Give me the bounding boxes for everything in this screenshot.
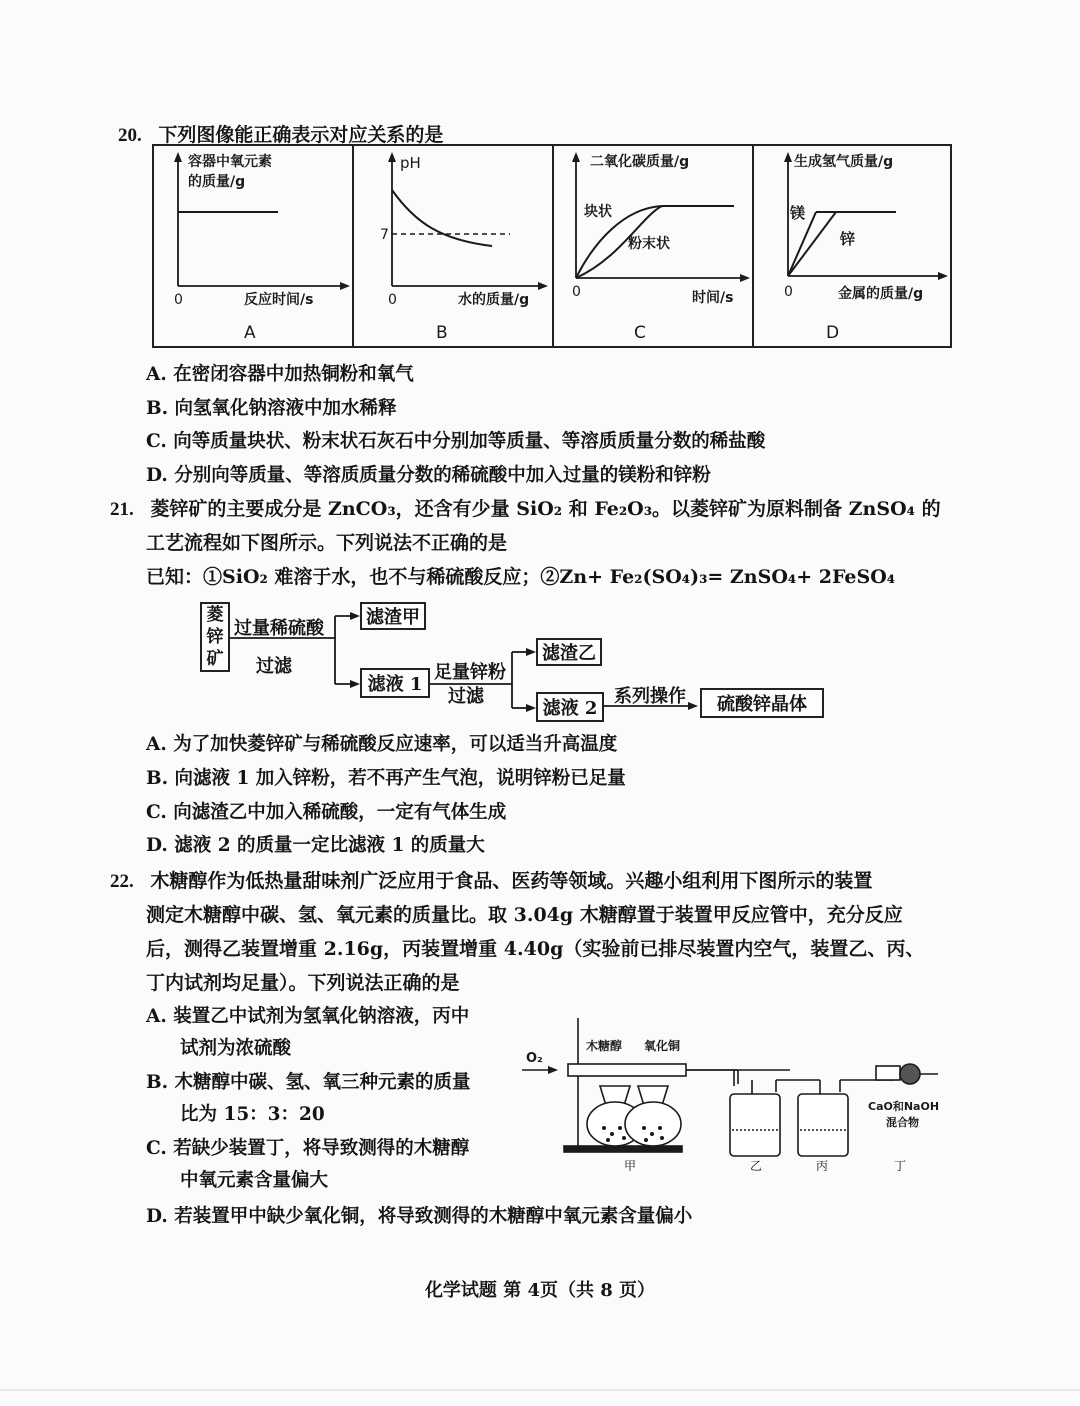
flow-product: 硫酸锌晶体 (700, 688, 824, 718)
q20-option-d[interactable]: D. 分别向等质量、等溶质质量分数的稀硫酸中加入过量的镁粉和锌粉 (146, 465, 711, 486)
q22-option-b-cont: 比为 15：3：20 (180, 1104, 325, 1125)
q22-option-d[interactable]: D. 若装置甲中缺少氧化铜，将导致测得的木糖醇中氧元素含量偏小 (146, 1206, 693, 1227)
graph-d-xlabel: 金属的质量/g (838, 286, 924, 302)
q22-option-a[interactable]: A. 装置乙中试剂为氢氧化钠溶液，丙中 (146, 1006, 470, 1027)
q22-line-4: 丁内试剂均足量）。下列说法正确的是 (146, 972, 460, 994)
q22-number: 22. (110, 871, 134, 892)
graph-b-ylabel: pH (400, 154, 421, 172)
graph-d-letter: D (826, 323, 840, 343)
graph-a-letter: A (244, 323, 256, 343)
flow-filtrate-1: 滤液 1 (360, 668, 430, 698)
bottom-divider (0, 1389, 1080, 1391)
graph-b-xlabel: 水的质量/g (458, 292, 530, 308)
q20-option-b[interactable]: B. 向氢氧化钠溶液中加水稀释 (146, 398, 397, 419)
flow-step1-filter: 过滤 (256, 656, 292, 677)
q21-known: 已知：①SiO₂ 难溶于水，也不与稀硫酸反应；②Zn+ Fe₂(SO₄)₃= ZnSO₄+ 2FeSO₄ (146, 566, 896, 588)
apparatus-mix-label-2: 混合物 (886, 1116, 919, 1129)
flow-step3: 系列操作 (614, 686, 686, 707)
flow-ore-char-3: 矿 (206, 649, 224, 669)
q22-option-b[interactable]: B. 木糖醇中碳、氢、氧三种元素的质量 (146, 1072, 471, 1093)
graph-b-tick-7: 7 (380, 227, 389, 243)
apparatus-o2-label: O₂ (526, 1051, 543, 1066)
q22-option-a-cont: 试剂为浓硫酸 (180, 1038, 292, 1059)
q20-option-a[interactable]: A. 在密闭容器中加热铜粉和氧气 (146, 364, 414, 385)
q21-line-2: 工艺流程如下图所示。下列说法不正确的是 (146, 532, 508, 554)
q20-option-c[interactable]: C. 向等质量块状、粉末状石灰石中分别加等质量、等溶质质量分数的稀盐酸 (146, 431, 766, 452)
q22-apparatus-diagram (520, 1008, 960, 1178)
flow-residue-jia: 滤渣甲 (360, 602, 426, 630)
flow-filtrate-2: 滤液 2 (536, 692, 604, 722)
graph-c-letter: C (634, 323, 646, 343)
graph-a-origin: 0 (174, 292, 183, 308)
flow-step2-reagent: 足量锌粉 (434, 662, 506, 683)
apparatus-label-jia: 甲 (624, 1159, 637, 1173)
flow-step2-filter: 过滤 (448, 686, 484, 707)
flow-ore-char-1: 菱 (206, 605, 224, 625)
q20-stem: 下列图像能正确表示对应关系的是 (158, 124, 444, 146)
q22-stem-line-1 (110, 866, 872, 893)
apparatus-label-bing: 丙 (816, 1159, 829, 1173)
q22-option-c[interactable]: C. 若缺少装置丁，将导致测得的木糖醇 (146, 1138, 470, 1159)
graph-d-ylabel: 生成氢气质量/g (794, 154, 894, 170)
graph-b-letter: B (436, 323, 448, 343)
q21-option-b[interactable]: B. 向滤液 1 加入锌粉，若不再产生气泡，说明锌粉已足量 (146, 768, 626, 789)
q20-number: 20. (118, 125, 142, 146)
graph-d-origin: 0 (784, 284, 793, 300)
graph-a-ylabel-1: 容器中氧元素 (188, 154, 272, 170)
q21-number: 21. (110, 499, 134, 520)
q22-line-3: 后，测得乙装置增重 2.16g，丙装置增重 4.40g（实验前已排尽装置内空气，装置乙、丙、 (146, 938, 925, 960)
graph-c-xlabel: 时间/s (692, 290, 734, 306)
page-footer: 化学试题 第 4页（共 8 页） (424, 1280, 656, 1301)
q22-option-c-cont: 中氧元素含量偏大 (180, 1170, 329, 1191)
q21-option-c[interactable]: C. 向滤渣乙中加入稀硫酸，一定有气体生成 (146, 802, 507, 823)
q21-option-a[interactable]: A. 为了加快菱锌矿与稀硫酸反应速率，可以适当升高温度 (146, 734, 618, 755)
q21-line-1: 菱锌矿的主要成分是 ZnCO₃，还含有少量 SiO₂ 和 Fe₂O₃。以菱锌矿为原料制备 ZnSO₄ 的 (150, 498, 941, 520)
q22-line-1: 木糖醇作为低热量甜味剂广泛应用于食品、医药等领域。兴趣小组利用下图所示的装置 (150, 870, 873, 892)
graph-c-ylabel: 二氧化碳质量/g (590, 154, 690, 170)
apparatus-cuo-label: 氧化铜 (644, 1039, 681, 1053)
q22-line-2: 测定木糖醇中碳、氢、氧元素的质量比。取 3.04g 木糖醇置于装置甲反应管中，充分反应 (146, 904, 903, 926)
flow-step1-reagent: 过量稀硫酸 (234, 618, 324, 639)
flow-residue-yi: 滤渣乙 (536, 638, 602, 666)
graph-a-ylabel-2: 的质量/g (188, 174, 246, 190)
graph-c-origin: 0 (572, 284, 581, 300)
graph-d-label-zn: 锌 (840, 230, 856, 248)
apparatus-xylitol-label: 木糖醇 (586, 1039, 623, 1053)
graph-d-label-mg: 镁 (790, 204, 806, 222)
apparatus-mix-label-1: CaO和NaOH (868, 1100, 940, 1113)
graph-b-origin: 0 (388, 292, 397, 308)
apparatus-label-ding: 丁 (894, 1159, 907, 1173)
graph-c-label-lump: 块状 (584, 204, 612, 220)
graph-a-xlabel: 反应时间/s (244, 292, 314, 308)
apparatus-label-yi: 乙 (750, 1159, 763, 1173)
flow-ore-char-2: 锌 (206, 627, 224, 647)
graph-c-label-powder: 粉末状 (628, 236, 670, 252)
q21-option-d[interactable]: D. 滤液 2 的质量一定比滤液 1 的质量大 (146, 835, 485, 856)
